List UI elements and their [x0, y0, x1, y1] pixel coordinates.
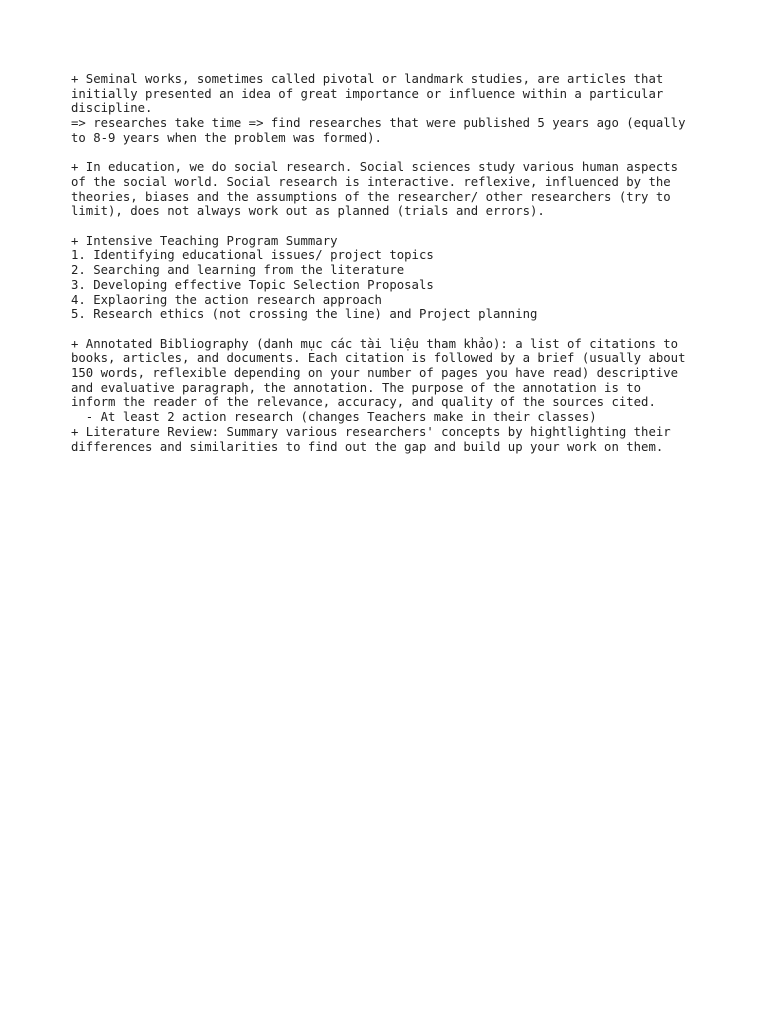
blank-line — [71, 219, 711, 234]
text-line: + In education, we do social research. Social sciences study various human aspects — [71, 160, 679, 175]
text-line: differences and similarities to find out the gap and build up your work on them. — [71, 439, 664, 454]
text-line: limit), does not always work out as planned (trials and errors). — [71, 204, 545, 219]
list-item: 3. Developing effective Topic Selection Proposals — [71, 277, 434, 292]
blank-line — [71, 146, 711, 161]
list-item: 1. Identifying educational issues/ project topics — [71, 248, 434, 263]
section-heading: + Intensive Teaching Program Summary — [71, 233, 338, 248]
text-line: => researches take time => find researches that were published 5 years ago (equally — [71, 116, 686, 131]
text-line: inform the reader of the relevance, accuracy, and quality of the sources cited. — [71, 395, 656, 410]
text-line: initially presented an idea of great importance or influence within a particular — [71, 86, 664, 101]
text-line: + Literature Review: Summary various researchers' concepts by hightlighting their — [71, 424, 671, 439]
sub-bullet: - At least 2 action research (changes Teachers make in their classes) — [71, 410, 597, 425]
text-line: discipline. — [71, 101, 153, 116]
document-body — [71, 72, 711, 454]
text-line: books, articles, and documents. Each citation is followed by a brief (usually about — [71, 351, 686, 366]
text-line: to 8-9 years when the problem was formed). — [71, 130, 382, 145]
text-line: and evaluative paragraph, the annotation. The purpose of the annotation is to — [71, 380, 642, 395]
text-line: of the social world. Social research is interactive. reflexive, influenced by the — [71, 174, 671, 189]
blank-line — [71, 322, 711, 337]
text-line: theories, biases and the assumptions of the researcher/ other researchers (try to — [71, 189, 671, 204]
text-line: 150 words, reflexible depending on your number of pages you have read) descriptive — [71, 366, 679, 381]
text-line: + Seminal works, sometimes called pivotal or landmark studies, are articles that — [71, 72, 664, 86]
list-item: 5. Research ethics (not crossing the line) and Project planning — [71, 307, 538, 322]
list-item: 2. Searching and learning from the literature — [71, 263, 405, 278]
list-item: 4. Explaoring the action research approach — [71, 292, 382, 307]
text-line: + Annotated Bibliography (danh mục các tài liệu tham khảo): a list of citations to — [71, 336, 679, 351]
